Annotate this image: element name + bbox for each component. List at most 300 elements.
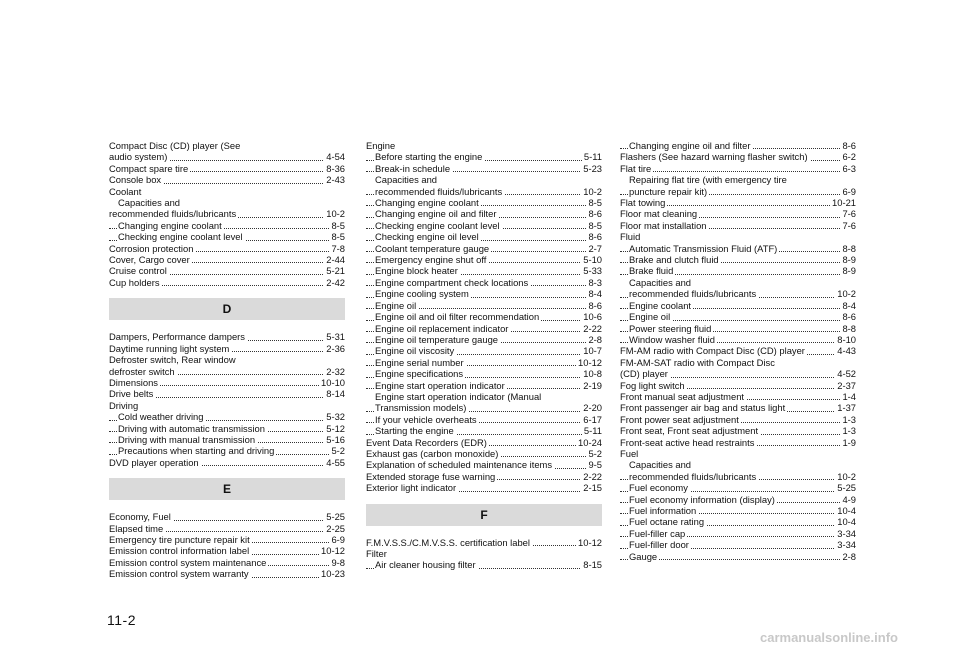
entry-page: 8-8 [842,242,856,254]
index-entry [366,402,602,413]
entry-label: Dampers, Performance dampers [109,331,245,343]
entry-label: Corrosion protection [109,242,194,254]
entry-label: Daytime running light system [109,342,230,354]
entry-page: 8-15 [583,559,602,571]
index-entry [620,197,856,208]
entry-label: recommended fluids/lubricants [375,185,503,197]
index-entry [366,345,602,356]
entry-label: Engine oil replacement indicator [375,322,509,334]
entry-label: Engine coolant [629,299,692,311]
index-entry [620,482,856,493]
entry-label: Checking engine oil level [375,231,479,243]
index-entry [109,388,345,399]
entry-page: 1-37 [837,402,856,414]
entry-label: Changing engine oil and filter [629,140,751,151]
entry-page: 2-22 [583,322,602,334]
entry-page: 2-15 [583,482,602,494]
index-entry [620,505,856,516]
index-entry [620,402,856,413]
dot-leader [620,171,856,172]
entry-label: Engine compartment check locations [375,276,529,288]
entry-label: Engine oil [375,299,417,311]
index-entry [366,368,602,379]
index-entry [366,425,602,436]
index-entry [620,551,856,562]
entry-label: recommended fluids/lubricants [629,470,757,482]
index-entry [366,391,602,402]
entry-page: 6-9 [842,185,856,197]
index-entry [620,539,856,550]
entry-label: Air cleaner housing filter [375,559,476,571]
index-entry [366,559,602,570]
entry-label: Front manual seat adjustment [620,390,745,402]
entry-page: 10-24 [578,436,602,448]
entry-label: Emergency engine shut off [375,254,487,266]
index-entry [366,414,602,425]
entry-label: Emission control system warranty [109,568,249,580]
index-entry [620,208,856,219]
entry-label: Flashers (See hazard warning flasher switch) [620,151,808,163]
index-entry [109,545,345,556]
index-entry [620,288,856,299]
entry-label: Brake and clutch fluid [629,254,719,266]
index-entry [109,254,345,265]
index-entry [620,254,856,265]
entry-label: Engine [366,140,396,151]
index-entry [109,354,345,365]
entry-label: Emission control information label [109,545,250,557]
entry-page: 2-8 [842,550,856,562]
entry-page: 8-6 [842,140,856,151]
index-entry [109,400,345,411]
index-entry [620,368,856,379]
entry-label: Engine start operation indicator [375,379,505,391]
index-entry [109,445,345,456]
entry-page: 8-5 [588,219,602,231]
entry-label: Floor mat cleaning [620,208,698,220]
entry-label: Engine cooling system [375,288,469,300]
index-entry [620,323,856,334]
entry-label: Fuel economy information (display) [629,493,775,505]
entry-label: Engine oil viscosity [375,345,455,357]
index-entry [366,459,602,470]
entry-page: 5-33 [583,265,602,277]
index-entry [109,140,345,151]
entry-label: Changing engine coolant [118,219,222,231]
entry-page: 10-4 [837,516,856,528]
index-entry [366,140,602,151]
index-entry [109,220,345,231]
index-entry [109,434,345,445]
entry-page: 10-6 [583,311,602,323]
entry-page: 5-23 [583,162,602,174]
index-column-3 [620,140,856,562]
entry-page: 5-21 [326,265,345,277]
index-entry [620,380,856,391]
entry-label: Fuel [620,447,639,459]
entry-page: 10-12 [578,536,602,548]
index-entry [366,311,602,322]
entry-page: 8-3 [588,276,602,288]
entry-page: 8-6 [842,311,856,323]
entry-page: 8-4 [842,299,856,311]
entry-page: 3-34 [837,527,856,539]
index-entry [366,471,602,482]
entry-label: Fuel information [629,505,697,516]
entry-label: Front seat, Front seat adjustment [620,425,759,437]
entry-page: 4-55 [326,456,345,468]
index-entry [109,366,345,377]
index-entry [109,534,345,545]
index-entry [620,345,856,356]
entry-label: Emergency tire puncture repair kit [109,533,250,545]
index-entry [109,423,345,434]
entry-page: 4-54 [326,151,345,163]
entry-page: 10-2 [583,185,602,197]
index-entry [620,528,856,539]
index-entry [620,265,856,276]
entry-label: Starting the engine [375,425,454,437]
index-entry [109,265,345,276]
entry-page: 8-9 [842,254,856,266]
index-entry [109,151,345,162]
entry-page: 5-25 [837,482,856,494]
entry-label: Checking engine coolant level [375,219,500,231]
entry-label: Driving with automatic transmission [118,422,265,434]
entry-page: 2-36 [326,342,345,354]
entry-label: Changing engine coolant [375,197,479,209]
index-entry [366,197,602,208]
entry-label: Fog light switch [620,379,685,391]
entry-page: 2-22 [583,470,602,482]
entry-page: 8-9 [842,265,856,277]
index-entry [620,300,856,311]
entry-label: Floor mat installation [620,219,707,231]
entry-label: Engine oil and oil filter recommendation [375,311,540,323]
entry-page: 2-32 [326,365,345,377]
entry-page: 5-11 [583,151,602,163]
entry-label: Repairing flat tire (with emergency tire [629,174,787,186]
index-entry [366,265,602,276]
index-entry [366,334,602,345]
entry-label: Explanation of scheduled maintenance items [366,459,553,471]
section-letter: D [109,298,345,320]
entry-label: Defroster switch, Rear window [109,354,236,366]
entry-label: Filter [366,548,387,559]
entry-label: Drive belts [109,388,154,400]
entry-page: 5-11 [583,425,602,437]
index-entry [366,537,602,548]
index-entry [620,459,856,470]
index-entry [366,254,602,265]
index-entry [109,557,345,568]
index-entry [620,243,856,254]
entry-label: FM-AM-SAT radio with Compact Disc [620,356,775,368]
entry-page: 1-9 [842,436,856,448]
entry-label: Flat tire [620,162,652,174]
index-entry [366,151,602,162]
index-entry [109,343,345,354]
entry-page: 2-8 [588,333,602,345]
watermark-text: carmanualsonline.info [760,630,898,645]
index-entry [109,243,345,254]
index-entry [109,411,345,422]
entry-page: 6-2 [842,151,856,163]
entry-page: 1-3 [842,425,856,437]
entry-page: 2-43 [326,174,345,186]
index-entry [109,174,345,185]
entry-page: 5-25 [326,511,345,523]
index-entry [366,380,602,391]
entry-label: Automatic Transmission Fluid (ATF) [629,242,778,254]
entry-page: 5-2 [588,447,602,459]
entry-page: 6-3 [842,162,856,174]
entry-page: 5-10 [583,254,602,266]
index-entry [109,197,345,208]
entry-label: F.M.V.S.S./C.M.V.S.S. certification label [366,536,530,548]
index-entry [366,220,602,231]
index-entry [620,516,856,527]
entry-page: 8-36 [326,162,345,174]
index-entry [620,391,856,402]
entry-page: 4-52 [837,368,856,380]
entry-page: 2-44 [326,254,345,266]
entry-label: Engine oil [629,311,671,323]
index-entry [366,186,602,197]
entry-label: Capacities and [629,459,692,471]
entry-page: 7-6 [842,219,856,231]
entry-label: Precautions when starting and driving [118,445,275,457]
entry-label: If your vehicle overheats [375,413,477,425]
entry-page: 5-31 [326,331,345,343]
entry-page: 5-2 [331,445,345,457]
entry-label: Engine block heater [375,265,458,277]
index-entry [620,186,856,197]
entry-label: Window washer fluid [629,333,715,345]
entry-page: 9-8 [331,556,345,568]
entry-label: Checking engine coolant level [118,231,243,243]
entry-label: Exhaust gas (carbon monoxide) [366,447,499,459]
index-entry [366,277,602,288]
index-column-2 [366,140,602,571]
entry-label: Extended storage fuse warning [366,470,496,482]
entry-label: Coolant [109,185,142,197]
entry-label: audio system) [109,151,168,163]
entry-page: 1-4 [842,390,856,402]
entry-page: 2-20 [583,402,602,414]
entry-label: Exterior light indicator [366,482,457,494]
entry-label: Front-seat active head restraints [620,436,755,448]
entry-page: 4-43 [837,345,856,357]
index-entry [620,174,856,185]
entry-label: Engine serial number [375,356,464,368]
entry-label: Event Data Recorders (EDR) [366,436,487,448]
index-entry [620,448,856,459]
entry-label: FM-AM radio with Compact Disc (CD) player [620,345,805,357]
index-entry [109,163,345,174]
entry-page: 8-5 [588,197,602,209]
entry-page: 2-19 [583,379,602,391]
entry-label: Before starting the engine [375,151,483,163]
entry-label: Cold weather driving [118,411,204,423]
entry-label: Console box [109,174,162,186]
entry-page: 8-4 [588,288,602,300]
entry-page: 2-25 [326,522,345,534]
entry-page: 10-23 [321,568,345,580]
entry-page: 2-37 [837,379,856,391]
index-entry [366,300,602,311]
index-entry [109,457,345,468]
index-entry [620,163,856,174]
index-entry [366,288,602,299]
entry-label: Engine start operation indicator (Manual [375,390,542,402]
entry-page: 4-9 [842,493,856,505]
index-entry [620,437,856,448]
entry-page: 5-12 [326,422,345,434]
index-entry [620,151,856,162]
index-entry [620,471,856,482]
entry-label: Brake fluid [629,265,674,277]
entry-page: 5-16 [326,433,345,445]
entry-label: puncture repair kit) [629,185,708,197]
entry-label: recommended fluids/lubricants [109,208,237,220]
entry-page: 10-4 [837,505,856,516]
index-entry [366,174,602,185]
index-entry [620,425,856,436]
index-entry [620,494,856,505]
entry-page: 6-17 [583,413,602,425]
entry-label: (CD) player [620,368,668,380]
index-entry [366,163,602,174]
entry-page: 5-32 [326,411,345,423]
entry-label: Economy, Fuel [109,511,171,523]
entry-page: 8-6 [588,208,602,220]
entry-page: 8-10 [837,333,856,345]
index-entry [109,568,345,579]
index-entry [620,357,856,368]
entry-label: Elapsed time [109,522,164,534]
index-entry [366,482,602,493]
entry-label: Cover, Cargo cover [109,254,190,266]
entry-label: Power steering fluid [629,322,712,334]
entry-page: 8-5 [331,231,345,243]
index-entry [366,208,602,219]
entry-label: Cup holders [109,276,160,288]
entry-page: 8-6 [588,299,602,311]
index-entry [366,357,602,368]
index-entry [366,448,602,459]
index-entry [109,331,345,342]
index-entry [620,220,856,231]
index-entry [620,334,856,345]
entry-label: Front passenger air bag and status light [620,402,786,414]
entry-page: 8-6 [588,231,602,243]
entry-label: Compact Disc (CD) player (See [109,140,241,151]
entry-label: Gauge [629,550,658,562]
entry-label: Front power seat adjustment [620,413,739,425]
entry-page: 8-5 [331,219,345,231]
entry-page: 1-3 [842,413,856,425]
entry-page: 10-12 [321,545,345,557]
page-number: 11-2 [107,612,136,628]
section-letter: E [109,478,345,500]
index-column-1 [109,140,345,580]
entry-label: Flat towing [620,197,666,209]
entry-page: 10-12 [578,356,602,368]
entry-label: Changing engine oil and filter [375,208,497,220]
index-entry [109,231,345,242]
entry-label: Capacities and [118,197,181,209]
entry-label: Capacities and [629,276,692,288]
index-entry [366,548,602,559]
entry-page: 10-7 [583,345,602,357]
entry-label: Fuel-filler door [629,539,689,551]
entry-page: 7-8 [331,242,345,254]
entry-label: Cruise control [109,265,167,277]
entry-label: Driving with manual transmission [118,433,256,445]
index-entry [109,523,345,534]
index-entry [366,437,602,448]
index-entry [620,311,856,322]
entry-label: Fuel-filler cap [629,527,686,539]
entry-page: 2-42 [326,276,345,288]
entry-label: Engine oil temperature gauge [375,333,499,345]
entry-label: Break-in schedule [375,162,451,174]
index-entry [620,277,856,288]
entry-page: 3-34 [837,539,856,551]
index-entry [366,243,602,254]
entry-page: 10-10 [321,376,345,388]
entry-label: defroster switch [109,365,175,377]
entry-label: Fluid [620,231,641,243]
index-entry [109,186,345,197]
entry-page: 8-8 [842,322,856,334]
index-entry [620,414,856,425]
entry-label: recommended fluids/lubricants [629,288,757,300]
entry-label: Capacities and [375,174,438,186]
entry-page: 10-2 [837,288,856,300]
entry-label: Compact spare tire [109,162,189,174]
entry-page: 10-2 [837,470,856,482]
entry-page: 6-9 [331,533,345,545]
entry-label: Driving [109,399,139,411]
entry-page: 9-5 [588,459,602,471]
entry-label: Engine specifications [375,368,464,380]
entry-label: Fuel economy [629,482,688,494]
index-entry [109,208,345,219]
entry-label: Dimensions [109,376,158,388]
entry-page: 10-2 [326,208,345,220]
index-entry [109,277,345,288]
index-entry [620,140,856,151]
entry-label: Emission control system maintenance [109,556,267,568]
index-entry [109,511,345,522]
entry-page: 7-6 [842,208,856,220]
index-entry [366,231,602,242]
entry-label: Transmission models) [375,402,467,414]
entry-page: 10-21 [832,197,856,209]
entry-page: 2-7 [588,242,602,254]
entry-page: 8-14 [326,388,345,400]
section-letter: F [366,504,602,526]
entry-label: DVD player operation [109,456,199,468]
entry-page: 10-8 [583,368,602,380]
entry-label: Fuel octane rating [629,516,705,528]
entry-label: Coolant temperature gauge [375,242,490,254]
index-entry [620,231,856,242]
index-entry [109,377,345,388]
index-entry [366,323,602,334]
